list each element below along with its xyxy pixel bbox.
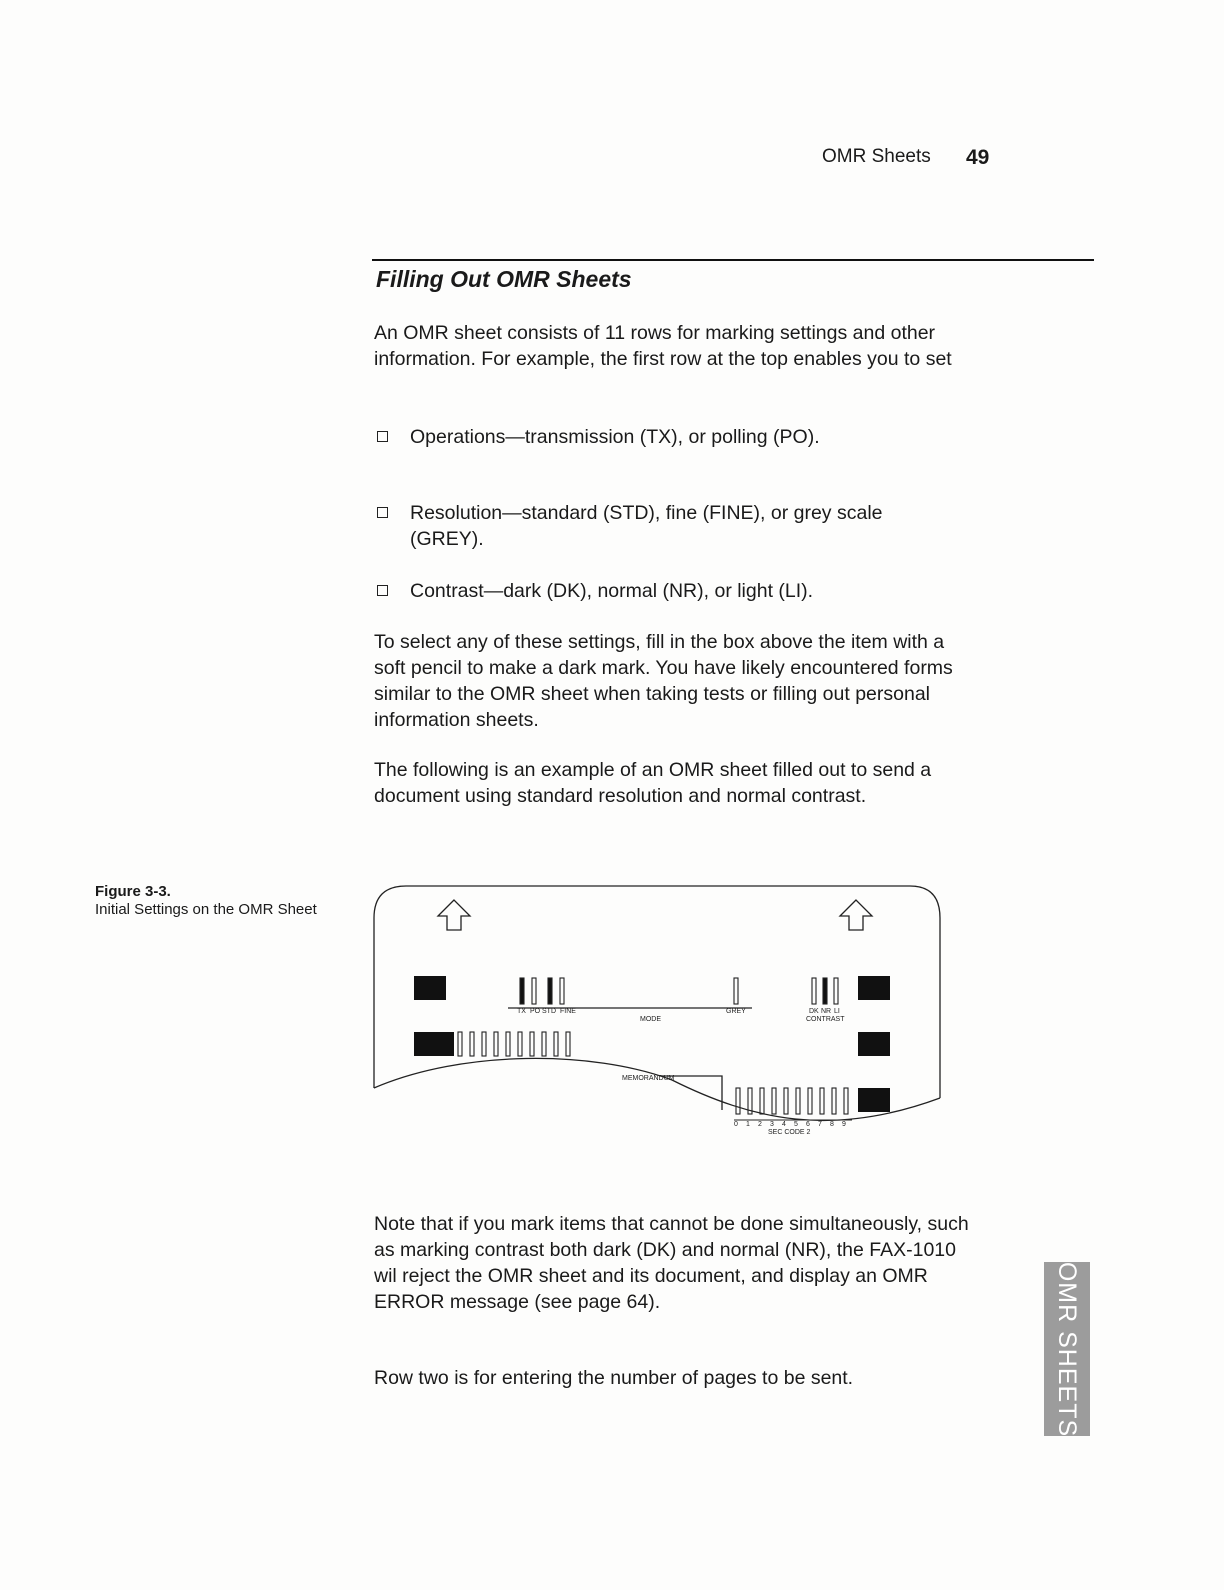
note-paragraph: Note that if you mark items that cannot be done simultaneously, such as marking contrast both dark (DK) and normal (NR), the FAX-1010 wil reject the OMR sheet and its document, and display an OMR ERROR message (see page 64). xyxy=(374,1213,969,1313)
label-po: PO xyxy=(530,1008,541,1015)
label-memorandum: MEMORANDUM xyxy=(622,1075,675,1082)
bubble-grey xyxy=(734,978,738,1004)
figure-number: Figure 3-3. xyxy=(95,883,171,900)
example-paragraph: The following is an example of an OMR sheet filled out to send a document using standard resolution and normal contrast. xyxy=(374,759,932,807)
digit-label: 9 xyxy=(842,1121,846,1128)
bubble-tx xyxy=(520,978,524,1004)
timing-mark xyxy=(414,1032,454,1056)
checkbox-icon xyxy=(377,507,388,518)
label-grey: GREY xyxy=(726,1008,746,1015)
page-bubble xyxy=(458,1032,462,1056)
sec-code-bubble xyxy=(796,1088,800,1114)
select-paragraph: To select any of these settings, fill in the box above the item with a soft pencil to make a dark mark. You have likely encountered forms similar to the OMR sheet when taking tests or filling out personal information sheets. xyxy=(374,631,953,731)
up-arrow-icon xyxy=(840,900,872,930)
checkbox-icon xyxy=(377,431,388,442)
bullet-text: Resolution—standard (STD), fine (FINE), or grey scale (GREY). xyxy=(410,502,883,550)
sec-code-bubble xyxy=(736,1088,740,1114)
digit-label: 7 xyxy=(818,1121,822,1128)
page-bubble xyxy=(494,1032,498,1056)
sec-code-bubble xyxy=(772,1088,776,1114)
sec-code-bubble xyxy=(760,1088,764,1114)
timing-mark xyxy=(858,976,890,1000)
omr-sheet-figure xyxy=(372,880,944,1142)
page-bubble xyxy=(566,1032,570,1056)
bubble-dk xyxy=(812,978,816,1004)
label-tx: TX xyxy=(517,1008,526,1015)
section-tab-label: OMR SHEETS xyxy=(1053,1261,1082,1437)
digit-label: 0 xyxy=(734,1121,738,1128)
bullet-contrast xyxy=(374,578,934,604)
page-bubble xyxy=(482,1032,486,1056)
page-bubble xyxy=(542,1032,546,1056)
page-bubble xyxy=(506,1032,510,1056)
bullet-resolution xyxy=(374,500,934,552)
page-bubble xyxy=(470,1032,474,1056)
sec-code-bubble xyxy=(820,1088,824,1114)
intro-paragraph: An OMR sheet consists of 11 rows for marking settings and other information. For example, the first row at the top enables you to set xyxy=(374,322,952,370)
checkbox-icon xyxy=(377,585,388,596)
label-sec-code: SEC CODE 2 xyxy=(768,1129,811,1136)
sec-code-bubble xyxy=(784,1088,788,1114)
timing-mark xyxy=(414,976,446,1000)
figure-caption: Initial Settings on the OMR Sheet xyxy=(95,901,317,918)
sec-code-bubble xyxy=(808,1088,812,1114)
timing-mark xyxy=(858,1088,890,1112)
digit-label: 4 xyxy=(782,1121,786,1128)
label-li: LI xyxy=(834,1008,840,1015)
bullet-operations xyxy=(374,424,934,450)
digit-label: 1 xyxy=(746,1121,750,1128)
bubble-fine xyxy=(560,978,564,1004)
digit-label: 6 xyxy=(806,1121,810,1128)
bullet-text: Contrast—dark (DK), normal (NR), or light (LI). xyxy=(410,580,814,602)
label-fine: FINE xyxy=(560,1008,576,1015)
up-arrow-icon xyxy=(438,900,470,930)
page-bubble xyxy=(554,1032,558,1056)
label-contrast: CONTRAST xyxy=(806,1016,845,1023)
section-thumb-tab xyxy=(1044,1262,1090,1436)
figure-label xyxy=(95,883,317,919)
row-two-paragraph: Row two is for entering the number of pages to be sent. xyxy=(374,1367,854,1389)
sheet-outline xyxy=(374,886,940,1098)
digit-label: 3 xyxy=(770,1121,774,1128)
sec-code-bubble xyxy=(844,1088,848,1114)
page-bubble xyxy=(530,1032,534,1056)
section-title: Filling Out OMR Sheets xyxy=(376,266,632,292)
label-std: STD xyxy=(542,1008,556,1015)
page-number: 49 xyxy=(966,146,990,169)
bubble-nr xyxy=(823,978,827,1004)
bubble-li xyxy=(834,978,838,1004)
running-head-title: OMR Sheets xyxy=(822,146,931,167)
bullet-text: Operations—transmission (TX), or polling (PO). xyxy=(410,426,820,448)
label-mode: MODE xyxy=(640,1016,661,1023)
timing-mark xyxy=(858,1032,890,1056)
section-rule xyxy=(372,259,1094,261)
bubble-std xyxy=(548,978,552,1004)
label-nr: NR xyxy=(821,1008,832,1015)
label-dk: DK xyxy=(809,1008,819,1015)
torn-edge xyxy=(374,1058,940,1120)
omr-sheet-drawing xyxy=(372,880,944,1142)
sec-code-bubble xyxy=(832,1088,836,1114)
page-bubble xyxy=(518,1032,522,1056)
digit-label: 2 xyxy=(758,1121,762,1128)
bubble-po xyxy=(532,978,536,1004)
digit-label: 8 xyxy=(830,1121,834,1128)
digit-label: 5 xyxy=(794,1121,798,1128)
